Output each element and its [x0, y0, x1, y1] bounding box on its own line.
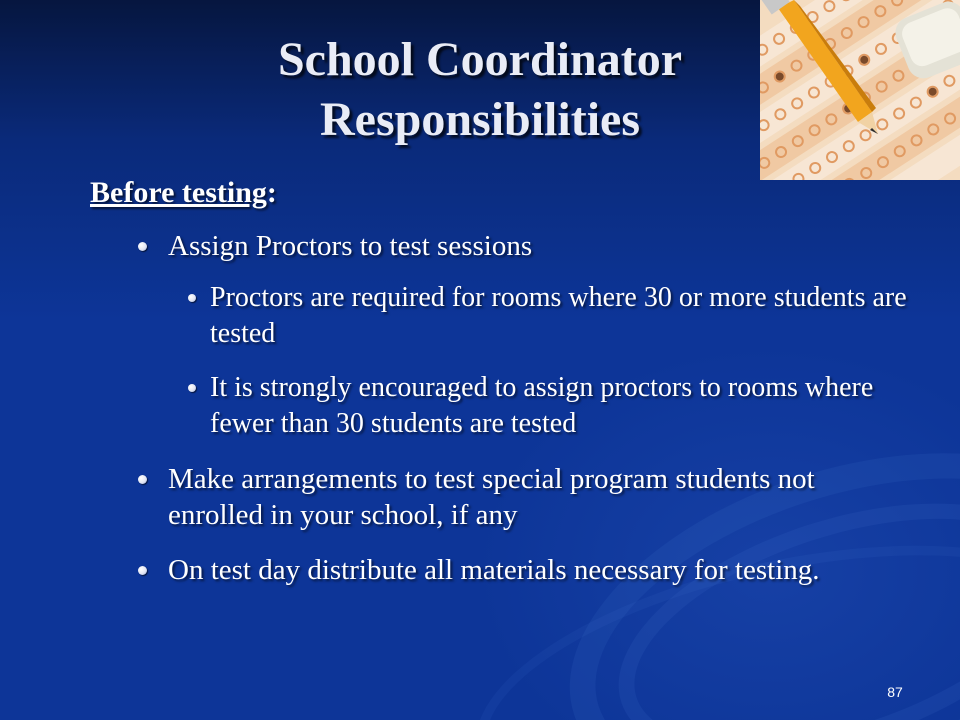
page-number: 87 [887, 684, 903, 700]
section-heading [90, 176, 277, 210]
round-bullet-icon [188, 294, 196, 302]
section-heading-text: Before testing [90, 176, 267, 209]
section-heading-colon: : [266, 176, 277, 209]
bullet-item-distribute-materials: On test day distribute all materials necessary for testing. [168, 554, 820, 586]
round-bullet-icon [138, 475, 147, 484]
slide-title-line-1: School Coordinator [277, 33, 682, 86]
slide-title-line-2: Responsibilities [319, 93, 641, 146]
bullet-item-assign-proctors: Assign Proctors to test sessions [168, 230, 533, 262]
sub-bullet-proctors-required: Proctors are required for rooms where 30 or more students are tested [210, 282, 907, 349]
bullet-item-special-program: Make arrangements to test special program students not enrolled in your school, if any [168, 463, 815, 531]
sub-bullet-strongly-encouraged: It is strongly encouraged to assign proctors to rooms where fewer than 30 students are tested [210, 372, 874, 439]
round-bullet-icon [138, 566, 147, 575]
slide-title [130, 30, 830, 150]
round-bullet-icon [188, 384, 196, 392]
round-bullet-icon [138, 242, 147, 251]
